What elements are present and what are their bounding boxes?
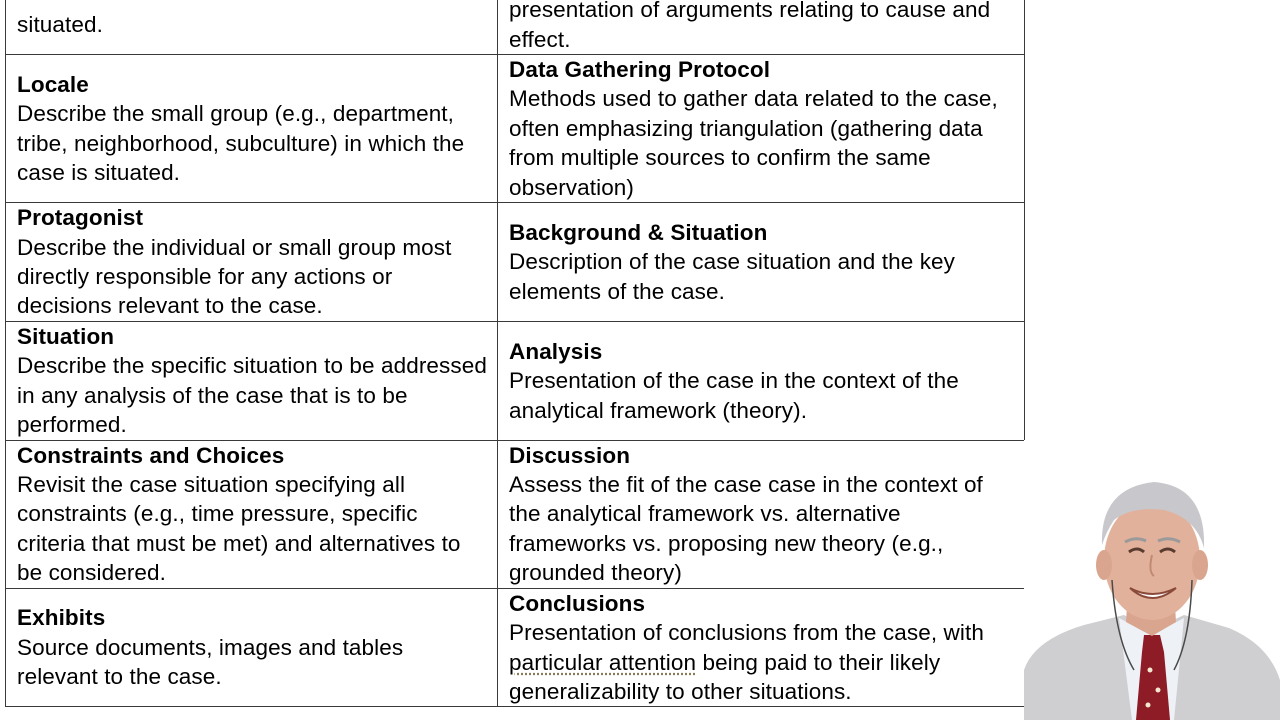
cell-title: Background & Situation [509,219,768,245]
table-row [6,440,1025,588]
cell-title: Discussion [509,442,631,468]
cell-body: Source documents, images and tables relevant to the case. [17,634,404,690]
cell-body: situated. [17,11,103,37]
table-cell [498,322,1025,441]
case-structure-table [5,0,1025,707]
table-cell [6,203,498,322]
cell-title: Constraints and Choices [17,442,285,468]
cell-body: Presentation of the case in the context of the analytical framework (theory). [509,368,959,423]
cell-body-text: Presentation of conclusions from the case, with [509,620,984,646]
underlined-phrase: particular attention [509,649,697,675]
cell-body: presentation of arguments relating to cause and effect. [509,0,991,52]
table-cell [498,0,1025,55]
table-cell [498,203,1025,322]
table-row [6,203,1025,322]
table-cell [6,0,498,55]
table-row [6,322,1025,441]
cell-title: Protagonist [17,205,144,231]
presenter-video-overlay [1024,440,1280,720]
cell-body: Assess the fit of the case case in the context of the analytical framework vs. alternative frameworks vs. proposing new theory (e.g., grounded theory) [509,472,983,586]
table-cell [6,55,498,203]
presenter-icon [1024,440,1280,720]
table-row [6,0,1025,55]
cell-title: Analysis [509,338,603,364]
cell-title: Situation [17,324,115,350]
table-cell [6,440,498,588]
table-row [6,588,1025,707]
table-cell [6,322,498,441]
cell-body-text: being paid to their likely generalizability to other situations. [509,649,941,704]
cell-body: Description of the case situation and the key elements of the case. [509,249,956,304]
table-row [6,55,1025,203]
cell-body [509,618,1014,706]
cell-body: Methods used to gather data related to the case, often emphasizing triangulation (gathering data from multiple sources to confirm the same observation) [509,86,998,200]
cell-title: Conclusions [509,590,646,616]
cell-title: Data Gathering Protocol [509,57,771,82]
cell-title: Exhibits [17,605,106,631]
table-cell [6,588,498,707]
table-cell [498,440,1025,588]
cell-body: Describe the individual or small group most directly responsible for any actions or decisions relevant to the case. [17,234,452,319]
cell-body: Describe the specific situation to be addressed in any analysis of the case that is to be performed. [17,353,487,438]
cell-body: Revisit the case situation specifying all constraints (e.g., time pressure, specific criteria that must be met) and alternatives to be considered. [17,472,461,586]
table-cell [498,55,1025,203]
cell-title: Locale [17,71,89,97]
table-cell [498,588,1025,707]
cell-body: Describe the small group (e.g., department, tribe, neighborhood, subculture) in which the case is situated. [17,101,465,185]
